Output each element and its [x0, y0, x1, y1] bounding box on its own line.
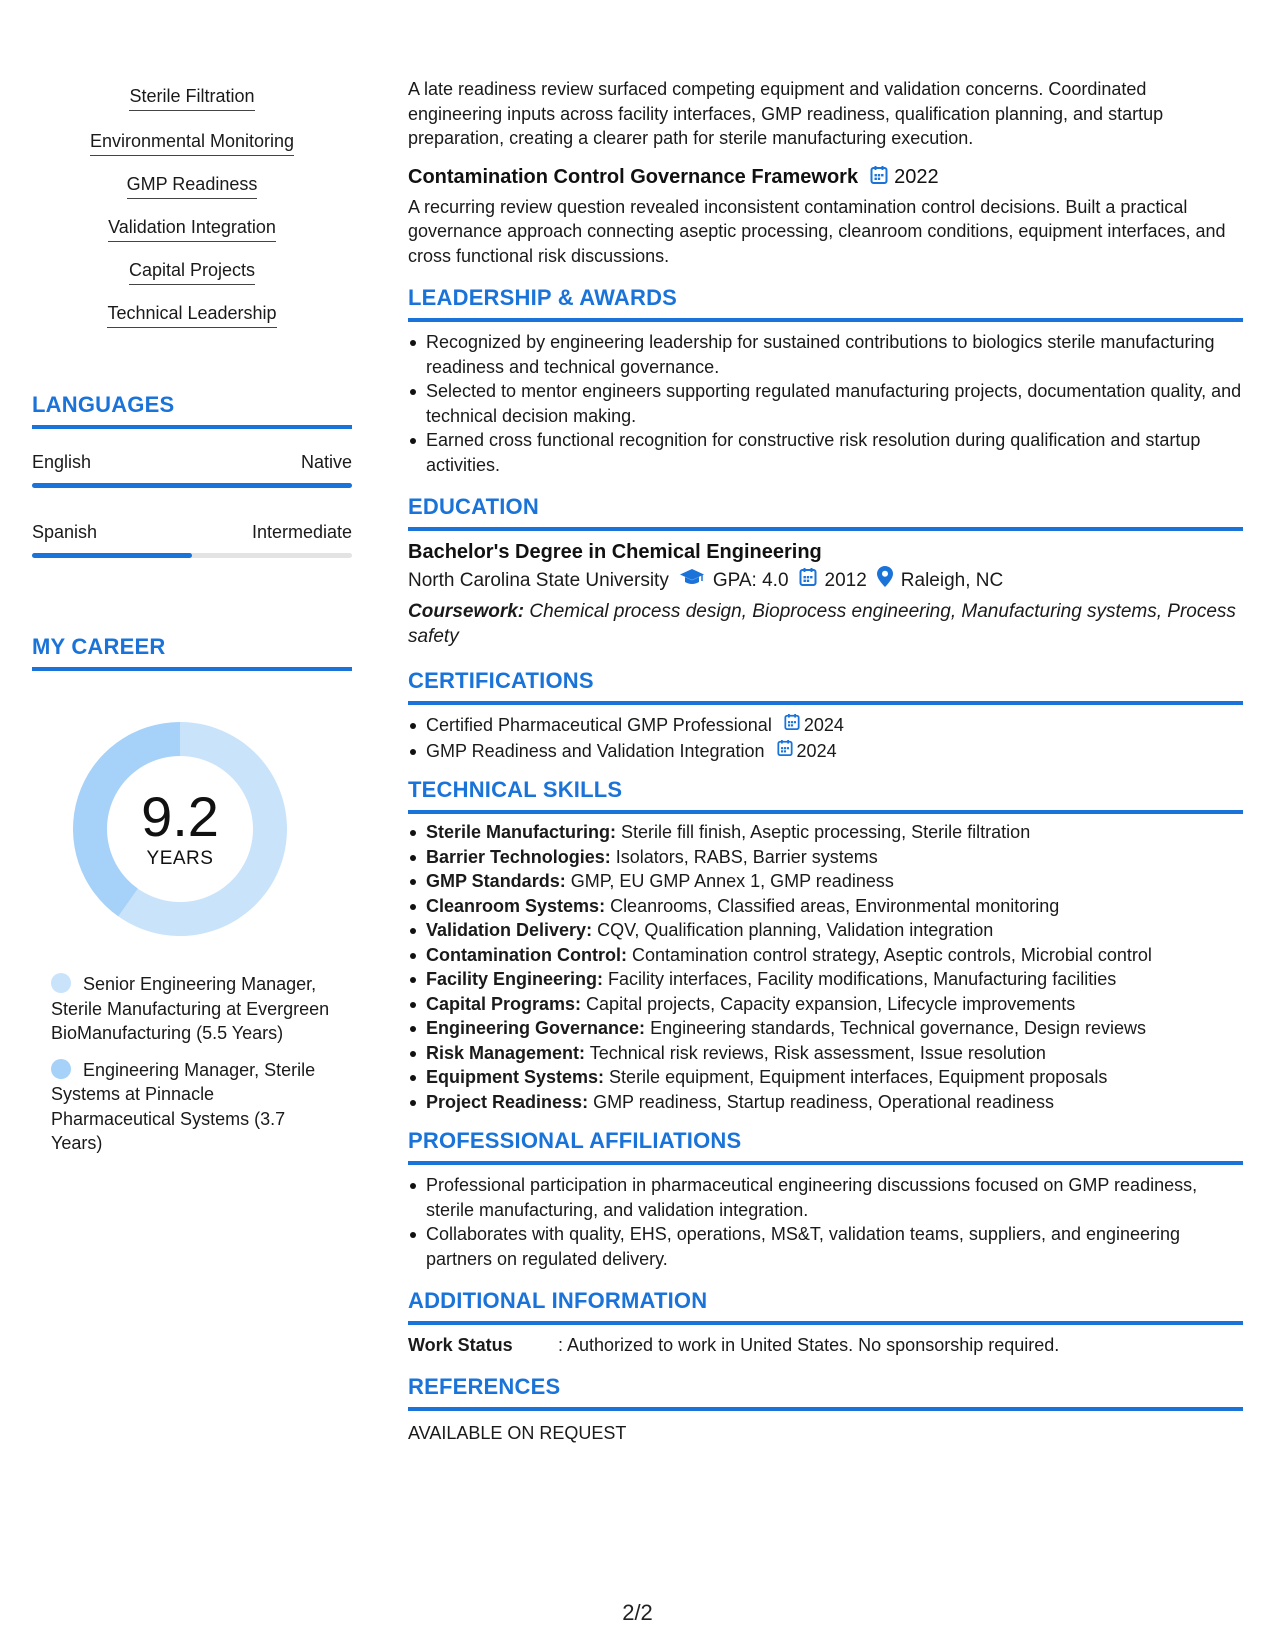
coursework-text: Chemical process design, Bioprocess engineering, Manufacturing systems, Process safety — [408, 601, 1236, 647]
career-role-label: Engineering Manager, Sterile Systems at Pinnacle Pharmaceutical Systems (3.7 Years) — [51, 1059, 316, 1153]
project-description: A recurring review question revealed inconsistent contamination control decisions. Built a practical governance approach connecting aseptic processing, cleanroom conditions, equipment interfaces, and cross functional risk discussions. — [408, 196, 1226, 266]
career-legend — [51, 972, 341, 1168]
skill-values: Contamination control strategy, Aseptic controls, Microbial control — [626, 944, 1152, 965]
languages-section — [32, 392, 352, 558]
section-rule — [408, 1321, 1243, 1325]
list-item: Recognized by engineering leadership for sustained contributions to biologics sterile manufacturing readiness and technical governance. — [408, 330, 1243, 379]
coursework-label: Coursework: — [408, 601, 525, 622]
career-title: MY CAREER — [32, 634, 166, 659]
calendar-icon — [799, 567, 817, 596]
skill-tag: Validation Integration — [108, 215, 276, 242]
leadership-title: LEADERSHIP & AWARDS — [408, 285, 678, 310]
references-text: AVAILABLE ON REQUEST — [408, 1423, 627, 1443]
affiliations-section — [408, 1128, 1243, 1271]
skill-values: Capital projects, Capacity expansion, Lifecycle improvements — [581, 993, 1076, 1014]
career-total: 9.2 — [141, 785, 219, 848]
skill-tag: Capital Projects — [129, 258, 255, 285]
project-year: 2022 — [894, 166, 939, 188]
language-bar-fill — [32, 483, 352, 488]
technical-skill-item — [408, 869, 1243, 894]
technical-skill-item — [408, 1065, 1243, 1090]
certifications-title: CERTIFICATIONS — [408, 668, 594, 693]
career-donut — [67, 716, 293, 942]
education-section — [408, 494, 1243, 649]
languages-title: LANGUAGES — [32, 392, 175, 417]
language-level: Intermediate — [251, 522, 352, 542]
legend-dot — [51, 1059, 71, 1079]
technical-skill-item — [408, 943, 1243, 968]
certification-year: 2024 — [796, 740, 837, 761]
technical-skill-item — [408, 820, 1243, 845]
work-status-value: : Authorized to work in United States. No sponsorship required. — [558, 1335, 1060, 1355]
coursework — [408, 600, 1243, 649]
technical-skill-item — [408, 845, 1243, 870]
skill-category: Barrier Technologies: — [426, 846, 611, 867]
skill-values: CQV, Qualification planning, Validation integration — [592, 920, 994, 940]
language-bar — [32, 553, 352, 558]
list-item: Professional participation in pharmaceutical engineering discussions focused on GMP readiness, sterile manufacturing, and validation integration. — [408, 1173, 1243, 1222]
list-item: Collaborates with quality, EHS, operations, MS&T, validation teams, suppliers, and engineering partners on regulated delivery. — [408, 1222, 1243, 1271]
skill-category: Sterile Manufacturing: — [426, 822, 617, 842]
skill-values: GMP, EU GMP Annex 1, GMP readiness — [565, 871, 894, 891]
section-rule — [408, 810, 1243, 814]
skill-values: Isolators, RABS, Barrier systems — [610, 846, 878, 867]
technical-skill-item — [408, 1041, 1243, 1066]
section-rule — [408, 527, 1243, 531]
education-meta — [408, 566, 1243, 596]
section-rule — [408, 1161, 1243, 1165]
skill-category: Facility Engineering: — [426, 969, 604, 989]
school-location: Raleigh, NC — [900, 570, 1004, 591]
skill-values: Sterile equipment, Equipment interfaces, Equipment proposals — [604, 1067, 1108, 1087]
map-pin-icon — [877, 566, 893, 596]
gpa: GPA: 4.0 — [712, 570, 789, 591]
skill-category: Validation Delivery: — [426, 920, 593, 940]
technical-skill-item — [408, 992, 1243, 1017]
skill-category: Cleanroom Systems: — [426, 895, 606, 916]
technical-skill-item — [408, 1016, 1243, 1041]
technical-skills-title: TECHNICAL SKILLS — [408, 777, 623, 802]
certification-name: GMP Readiness and Validation Integration — [426, 740, 765, 761]
list-item: Earned cross functional recognition for constructive risk resolution during qualification and startup activities. — [408, 428, 1243, 477]
work-status-key: Work Status — [408, 1335, 513, 1355]
section-rule — [408, 701, 1243, 705]
calendar-icon — [777, 739, 793, 764]
language-bar — [32, 483, 352, 488]
skill-category: GMP Standards: — [426, 871, 566, 891]
career-legend-item — [51, 972, 341, 1046]
skill-tag: GMP Readiness — [127, 172, 258, 199]
skill-tags — [32, 84, 352, 346]
section-rule — [408, 318, 1243, 322]
language-bar-fill — [32, 553, 192, 558]
additional-info-section — [408, 1288, 1243, 1357]
technical-skill-item — [408, 967, 1243, 992]
skill-category: Engineering Governance: — [426, 1018, 646, 1038]
language-name: Spanish — [32, 522, 98, 542]
skill-tag: Technical Leadership — [107, 301, 276, 328]
list-item: Selected to mentor engineers supporting regulated manufacturing projects, documentation quality, and technical decision making. — [408, 379, 1243, 428]
additional-info-title: ADDITIONAL INFORMATION — [408, 1288, 708, 1313]
certification-item — [408, 739, 1243, 764]
skill-values: Technical risk reviews, Risk assessment, Issue resolution — [585, 1042, 1046, 1063]
skill-values: Sterile fill finish, Aseptic processing, Sterile filtration — [616, 822, 1031, 842]
technical-skill-item — [408, 894, 1243, 919]
technical-skill-item — [408, 918, 1243, 943]
career-role-label: Senior Engineering Manager, Sterile Manufacturing at Evergreen BioManufacturing (5.5 Years) — [51, 974, 330, 1043]
skill-category: Risk Management: — [426, 1042, 586, 1063]
school-name: North Carolina State University — [408, 570, 669, 591]
skill-values: GMP readiness, Startup readiness, Operational readiness — [588, 1091, 1054, 1112]
leadership-section — [408, 285, 1243, 477]
certification-name: Certified Pharmaceutical GMP Professional — [426, 715, 772, 735]
section-rule — [32, 425, 352, 429]
skill-category: Project Readiness: — [426, 1091, 589, 1112]
career-legend-item — [51, 1058, 341, 1156]
certification-year: 2024 — [803, 715, 844, 735]
language-name: English — [32, 452, 92, 472]
project-header — [408, 165, 1243, 191]
references-title: REFERENCES — [408, 1374, 561, 1399]
certifications-section — [408, 668, 1243, 763]
language-item — [32, 451, 352, 488]
technical-skills-list — [408, 820, 1243, 1114]
right-column — [408, 0, 1243, 1446]
skill-tag: Environmental Monitoring — [90, 129, 294, 156]
legend-dot — [51, 973, 71, 993]
language-level: Native — [300, 452, 352, 472]
graduation-year: 2012 — [824, 570, 867, 591]
calendar-icon — [784, 713, 800, 738]
page-number: 2/2 — [622, 1600, 653, 1625]
technical-skills-section — [408, 777, 1243, 1114]
project-title: Contamination Control Governance Framework — [408, 166, 859, 188]
section-rule — [408, 1407, 1243, 1411]
calendar-icon — [870, 165, 888, 191]
career-section — [32, 634, 352, 1153]
work-status-row — [408, 1333, 1243, 1357]
skill-tag: Sterile Filtration — [129, 84, 254, 111]
skill-category: Contamination Control: — [426, 944, 627, 965]
skill-values: Cleanrooms, Classified areas, Environmental monitoring — [605, 895, 1060, 916]
education-title: EDUCATION — [408, 494, 539, 519]
certification-item — [408, 713, 1243, 738]
project-description: A late readiness review surfaced competing equipment and validation concerns. Coordinated engineering inputs across facility interfaces, GMP readiness, qualification planning, and startup preparation, creating a clearer path for sterile manufacturing execution. — [408, 79, 1164, 148]
skill-values: Facility interfaces, Facility modifications, Manufacturing facilities — [603, 969, 1117, 989]
degree-title: Bachelor's Degree in Chemical Engineering — [408, 541, 822, 563]
skill-category: Equipment Systems: — [426, 1067, 605, 1087]
affiliations-title: PROFESSIONAL AFFILIATIONS — [408, 1128, 742, 1153]
technical-skill-item — [408, 1090, 1243, 1115]
section-rule — [32, 667, 352, 671]
graduation-cap-icon — [679, 567, 705, 595]
career-unit: YEARS — [146, 848, 214, 869]
references-section — [408, 1374, 1243, 1446]
skill-values: Engineering standards, Technical governance, Design reviews — [645, 1018, 1147, 1038]
language-item — [32, 521, 352, 558]
skill-category: Capital Programs: — [426, 993, 582, 1014]
